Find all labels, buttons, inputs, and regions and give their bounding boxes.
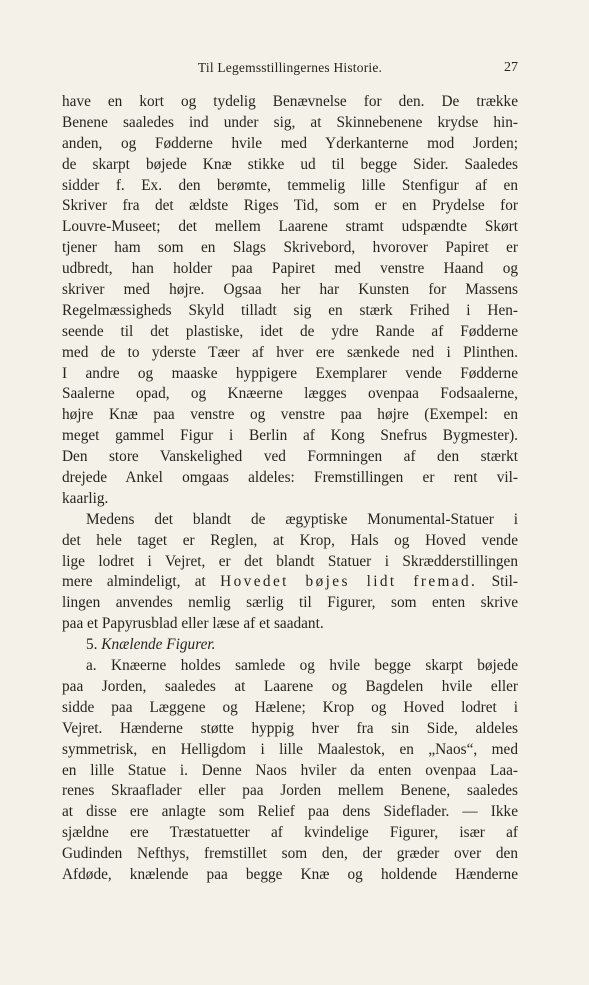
line-text: Medens det blandt de ægyptiske Monumental-Statuer i xyxy=(86,510,518,528)
line-text: 5. xyxy=(86,636,102,654)
section-heading: Knælende Figurer. xyxy=(101,636,216,654)
line-text: Afdøde, knælende paa begge Knæ og holdende Hænderne xyxy=(62,865,518,883)
body-text xyxy=(62,92,518,886)
line-text: en lille Statue i. Denne Naos hviler da enten ovenpaa Laa- xyxy=(62,761,518,779)
line-text: Skriver fra det ældste Riges Tid, som er en Prydelse for xyxy=(62,197,518,215)
text-line xyxy=(62,719,518,740)
text-line xyxy=(62,217,518,238)
text-line xyxy=(62,802,518,823)
line-text: udbredt, han holder paa Papiret med venstre Haand og xyxy=(62,260,518,278)
line-text: symmetrisk, en Helligdom i lille Maalestok, en „Naos“, med xyxy=(62,740,518,758)
line-text: have en kort og tydelig Benævnelse for den. De trække xyxy=(62,93,518,110)
page-number: 27 xyxy=(504,60,518,75)
text-line xyxy=(62,865,518,886)
text-line xyxy=(62,280,518,301)
line-text: kaarlig. xyxy=(62,489,109,507)
text-line xyxy=(62,364,518,385)
line-text: anden, og Fødderne hvile med Yderkanterne mod Jorden; xyxy=(62,134,518,152)
text-line xyxy=(62,677,518,698)
text-line xyxy=(62,614,518,635)
line-text: Gudinden Nefthys, fremstillet som den, der græder over den xyxy=(62,845,518,863)
text-line xyxy=(62,761,518,782)
line-text: Vejret. Hænderne støtte hyppig hver fra sin Side, aldeles xyxy=(62,719,518,737)
text-line xyxy=(62,134,518,155)
spaced-emphasis: Hovedet bøjes lidt fremad. xyxy=(220,573,478,591)
line-text: renes Skraaflader eller paa Jorden mellem Benene, saaledes xyxy=(62,782,518,800)
line-text: tjener ham som en Slags Skrivebord, hvorover Papiret er xyxy=(62,239,518,257)
text-line xyxy=(62,426,518,447)
line-text: Stil- xyxy=(477,573,518,591)
line-text: Den store Vanskelighed ved Formningen af den stærkt xyxy=(62,448,518,466)
text-line xyxy=(62,823,518,844)
text-line xyxy=(62,489,518,510)
line-text: skriver med højre. Ogsaa her har Kunsten for Massens xyxy=(62,281,518,299)
line-text: Benene saaledes ind under sig, at Skinnebenene krydse hin- xyxy=(62,113,518,131)
line-text: a. Knæerne holdes samlede og hvile begge skarpt bøjede xyxy=(86,657,518,675)
text-line xyxy=(62,384,518,405)
text-line xyxy=(62,510,518,531)
line-text: drejede Ankel omgaas aldeles: Fremstillingen er rent vil- xyxy=(62,469,518,487)
line-text: lingen anvendes nemlig særlig til Figurer, som enten skrive xyxy=(62,594,518,612)
line-text: at disse ere anlagte som Relief paa dens Sideflader. — Ikke xyxy=(62,803,518,821)
text-line xyxy=(62,155,518,176)
text-line xyxy=(62,343,518,364)
line-text: meget gammel Figur i Berlin af Kong Snefrus Bygmester). xyxy=(62,427,518,445)
line-text: med de to yderste Tæer af hver ere sænkede ned i Plinthen. xyxy=(62,343,518,361)
text-line xyxy=(62,468,518,489)
line-text: paa et Papyrusblad eller læse af et saadant. xyxy=(62,615,324,633)
line-text: seende til det plastiske, idet de ydre Rande af Fødderne xyxy=(62,322,518,340)
text-line xyxy=(62,259,518,280)
running-head xyxy=(62,60,518,82)
line-text: de skarpt bøjede Knæ stikke ud til begge Sider. Saaledes xyxy=(62,155,518,173)
line-text: sidde paa Læggene og Hælene; Krop og Hoved lodret i xyxy=(62,698,518,716)
text-line xyxy=(62,593,518,614)
line-text: Louvre-Museet; det mellem Laarene stramt udspændte Skørt xyxy=(62,218,518,236)
text-line xyxy=(62,572,518,593)
line-text: sjældne ere Træstatuetter af kvindelige Figurer, især af xyxy=(62,824,518,842)
text-line xyxy=(62,405,518,426)
line-text: højre Knæ paa venstre og venstre paa højre (Exempel: en xyxy=(62,406,518,424)
text-line xyxy=(62,740,518,761)
text-line xyxy=(62,531,518,552)
text-line xyxy=(62,322,518,343)
text-line xyxy=(62,196,518,217)
line-text: paa Jorden, saaledes at Laarene og Bagdelen hvile eller xyxy=(62,677,518,695)
line-text: mere almindeligt, at xyxy=(62,573,221,591)
text-line xyxy=(62,635,518,656)
text-line xyxy=(62,301,518,322)
text-line xyxy=(62,781,518,802)
text-line xyxy=(62,552,518,573)
text-line xyxy=(62,176,518,197)
text-line xyxy=(62,698,518,719)
line-text: sidder f. Ex. den berømte, temmelig lille Stenfigur af en xyxy=(62,176,518,194)
text-line xyxy=(62,113,518,134)
line-text: I andre og maaske hyppigere Exemplarer vende Fødderne xyxy=(62,364,518,382)
text-line xyxy=(62,238,518,259)
line-text: Saalerne opad, og Knæerne lægges ovenpaa Fodsaalerne, xyxy=(62,385,518,403)
text-line xyxy=(62,447,518,468)
line-text: Regelmæssigheds Skyld tilladt sig en stærk Frihed i Hen- xyxy=(62,301,518,319)
line-text: lige lodret i Vejret, er det blandt Statuer i Skrædderstillingen xyxy=(62,552,518,570)
text-line xyxy=(62,92,518,113)
line-text: det hele taget er Reglen, at Krop, Hals og Hoved vende xyxy=(62,531,518,549)
running-title: Til Legemsstillingernes Historie. xyxy=(197,60,383,75)
text-line xyxy=(62,844,518,865)
text-line xyxy=(62,656,518,677)
